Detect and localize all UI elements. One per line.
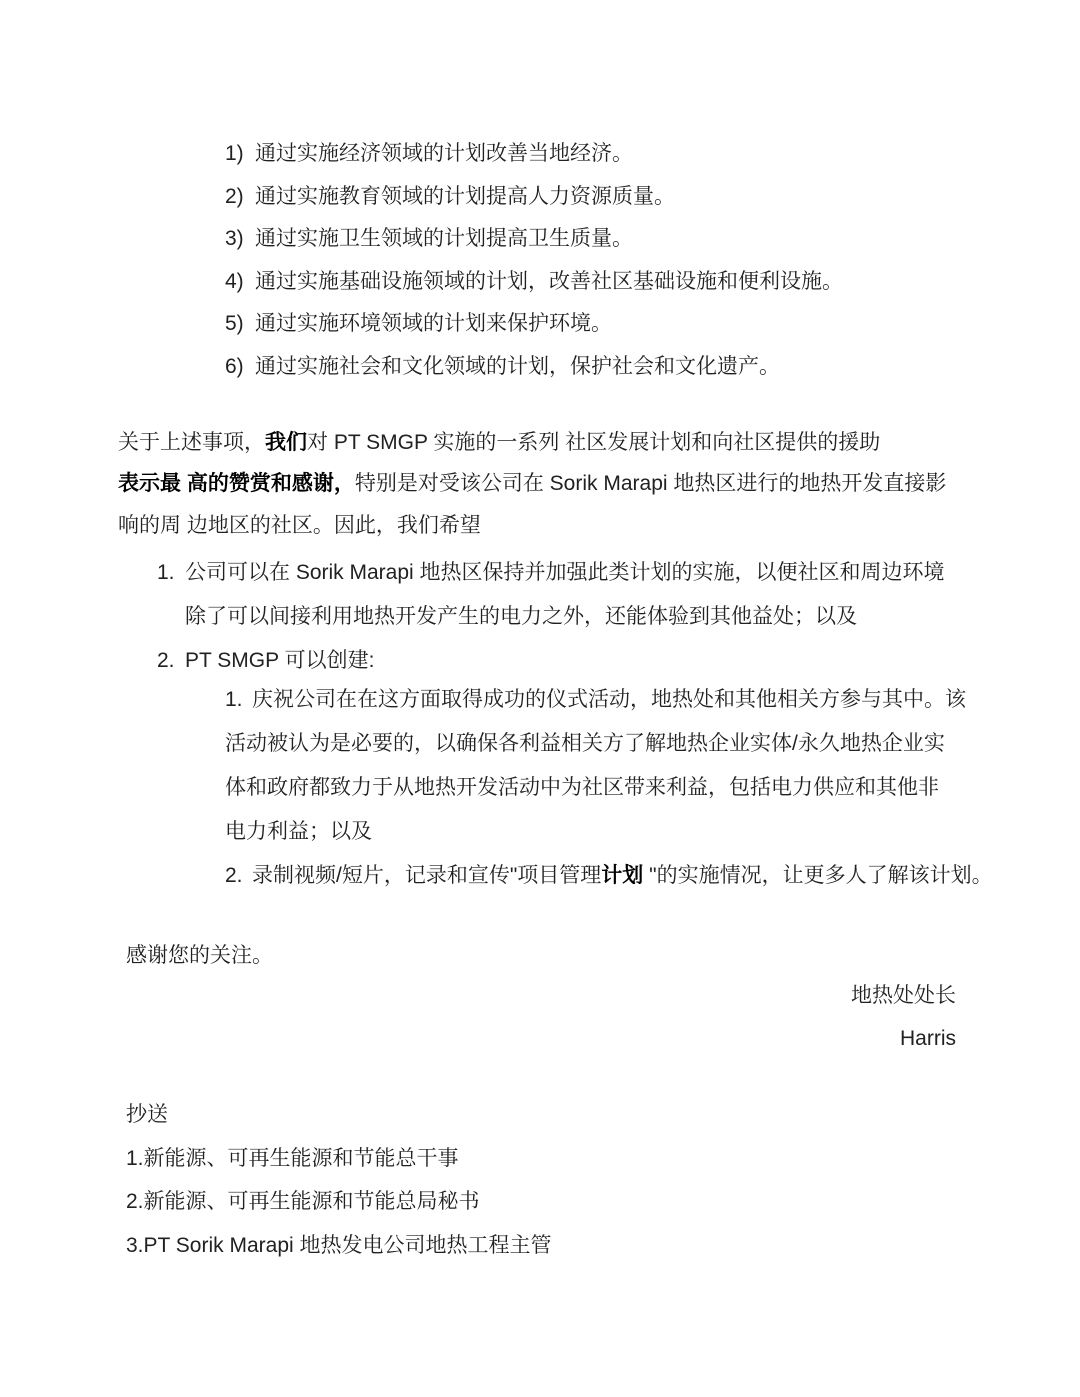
list-marker: 1. bbox=[225, 688, 243, 711]
list-item bbox=[225, 346, 843, 389]
list-marker: 4) bbox=[225, 269, 244, 293]
list-item bbox=[225, 218, 843, 261]
list-marker: 2) bbox=[225, 184, 244, 208]
list-item-text bbox=[185, 639, 974, 683]
list-item-text bbox=[225, 854, 993, 898]
text-line: 除了可以间接利用地热开发产生的电力之外，还能体验到其他益处；以及 bbox=[185, 605, 857, 628]
list-item-text: 通过实施环境领域的计划来保护环境。 bbox=[255, 312, 612, 336]
list-marker: 2. bbox=[157, 649, 175, 672]
text-line: 活动被认为是必要的，以确保各利益相关方了解地热企业实体/永久地热企业实 bbox=[225, 732, 945, 755]
text-line bbox=[225, 854, 993, 898]
paragraph-line bbox=[118, 422, 968, 463]
list-marker: 1. bbox=[157, 561, 175, 584]
cc-label: 抄送 bbox=[126, 1103, 168, 1126]
text-line: 电力利益；以及 bbox=[225, 820, 372, 843]
list-marker: 1) bbox=[225, 142, 244, 165]
goals-list bbox=[225, 133, 843, 389]
text-segment: 关于上述事项， bbox=[118, 431, 265, 454]
list-item-text: 通过实施经济领域的计划改善当地经济。 bbox=[255, 142, 633, 165]
list-item bbox=[124, 551, 974, 639]
cc-list bbox=[126, 1137, 552, 1268]
text-segment: 特别是对受该公司在 Sorik Marapi 地热区进行的地热开发直接影 bbox=[354, 472, 947, 496]
signature-name: Harris bbox=[900, 1027, 956, 1050]
list-marker: 3) bbox=[225, 227, 244, 251]
list-marker: 5) bbox=[225, 312, 244, 336]
list-item: 1.新能源、可再生能源和节能总干事 bbox=[126, 1146, 459, 1170]
paragraph-line bbox=[118, 505, 968, 546]
paragraph-line bbox=[118, 463, 968, 504]
signature-title: 地热处处长 bbox=[851, 984, 956, 1007]
list-item-text: 通过实施卫生领域的计划提高卫生质量。 bbox=[255, 227, 633, 251]
text-segment: "的实施情况，让更多人了解该计划。 bbox=[643, 864, 993, 887]
list-item bbox=[225, 133, 843, 176]
text-line: 庆祝公司在在这方面取得成功的仪式活动，地热处和其他相关方参与其中。该 bbox=[252, 688, 966, 711]
list-marker: 6) bbox=[225, 354, 244, 378]
list-item: 3.PT Sorik Marapi 地热发电公司地热工程主管 bbox=[126, 1233, 552, 1257]
main-paragraph bbox=[118, 422, 968, 546]
text-line: 体和政府都致力于从地热开发活动中为社区带来利益，包括电力供应和其他非 bbox=[225, 776, 939, 799]
bold-text: 表示最 高的赞赏和感谢， bbox=[118, 472, 355, 496]
text-line: 公司可以在 Sorik Marapi 地热区保持并加强此类计划的实施，以便社区和周边环境 bbox=[185, 561, 945, 584]
list-item-text bbox=[185, 551, 974, 639]
list-item-text bbox=[225, 678, 980, 854]
requests-list bbox=[124, 551, 974, 683]
list-item bbox=[124, 678, 980, 854]
text-line: PT SMGP 可以创建: bbox=[185, 649, 375, 672]
text-segment: 响的周 边地区的社区。因此，我们希望 bbox=[118, 513, 481, 537]
sub-list bbox=[124, 678, 993, 898]
text-segment: 对 PT SMGP 实施的一系列 社区发展计划和向社区提供的援助 bbox=[307, 431, 881, 454]
bold-text: 计划 bbox=[601, 864, 644, 887]
list-item bbox=[225, 176, 843, 219]
list-item bbox=[124, 639, 974, 683]
list-item-text: 通过实施教育领域的计划提高人力资源质量。 bbox=[255, 184, 675, 208]
list-item bbox=[124, 854, 993, 898]
list-item bbox=[225, 261, 843, 304]
bold-text: 我们 bbox=[265, 431, 307, 454]
closing-thanks: 感谢您的关注。 bbox=[126, 944, 273, 967]
text-segment: 录制视频/短片，记录和宣传"项目管理 bbox=[252, 864, 602, 887]
cc-block bbox=[126, 1093, 552, 1267]
list-item-text: 通过实施基础设施领域的计划，改善社区基础设施和便利设施。 bbox=[255, 269, 843, 293]
list-marker: 2. bbox=[225, 864, 243, 887]
signature-block bbox=[851, 974, 956, 1060]
list-item: 2.新能源、可再生能源和节能总局秘书 bbox=[126, 1190, 480, 1213]
list-item bbox=[225, 303, 843, 346]
list-item-text: 通过实施社会和文化领域的计划，保护社会和文化遗产。 bbox=[255, 354, 780, 378]
